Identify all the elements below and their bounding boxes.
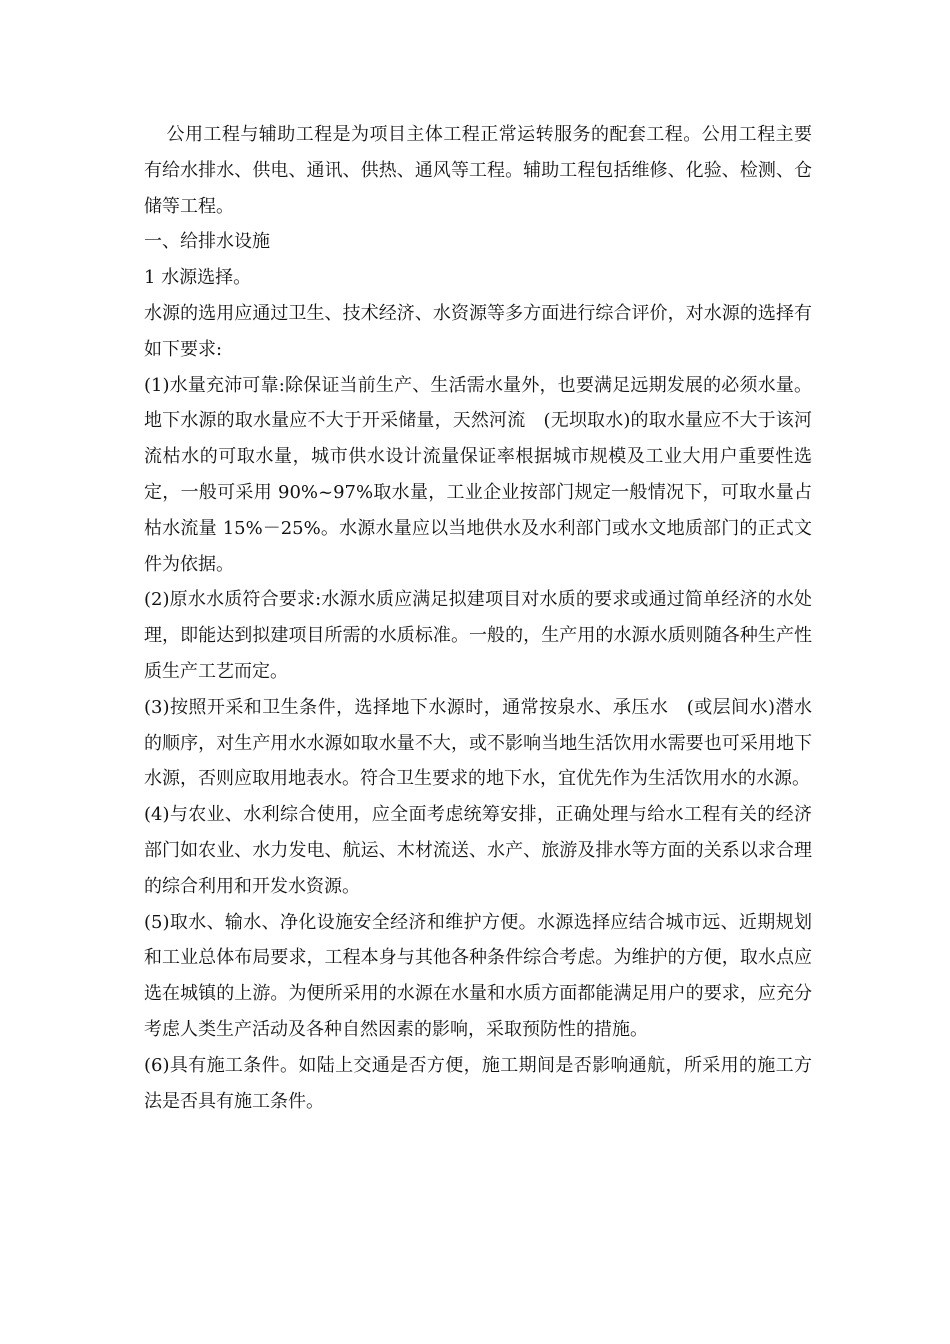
requirement-item-2: (2)原水水质符合要求:水源水质应满足拟建项目对水质的要求或通过简单经济的水处理，即能达到拟建项目所需的水质标准。一般的，生产用的水源水质则随各种生产性质生产工艺而定。 — [144, 589, 812, 682]
subsection-heading-water-source: 1 水源选择。 — [144, 267, 252, 289]
requirement-item-5: (5)取水、输水、净化设施安全经济和维护方便。水源选择应结合城市远、近期规划和工业总体布局要求，工程本身与其他各种条件综合考虑。为维护的方便，取水点应选在城镇的上游。为便所采用的水源在水量和水质方面都能满足用户的要求，应充分考虑人类生产活动及各种自然因素的影响，采取预防性的措施。 — [144, 911, 812, 1040]
section-heading-water-supply: 一、给排水设施 — [144, 231, 270, 253]
intro-paragraph: 公用工程与辅助工程是为项目主体工程正常运转服务的配套工程。公用工程主要有给水排水、供电、通讯、供热、通风等工程。辅助工程包括维修、化验、检测、仓储等工程。 — [144, 124, 812, 217]
document-body — [144, 117, 812, 1119]
requirement-item-3: (3)按照开采和卫生条件，选择地下水源时，通常按泉水、承压水 (或层间水)潜水的顺序，对生产用水水源如取水量不大，或不影响当地生活饮用水需要也可采用地下水源，否则应取用地表水。符合卫生要求的地下水，宜优先作为生活饮用水的水源。 — [144, 696, 812, 790]
requirement-item-4: (4)与农业、水利综合使用，应全面考虑统筹安排，正确处理与给水工程有关的经济部门如农业、水力发电、航运、木材流送、水产、旅游及排水等方面的关系以求合理的综合利用和开发水资源。 — [144, 804, 812, 897]
requirement-item-1: (1)水量充沛可靠:除保证当前生产、生活需水量外，也要满足远期发展的必须水量。地下水源的取水量应不大于开采储量，天然河流 (无坝取水)的取水量应不大于该河流枯水的可取水量，城市供水设计流量保证率根据城市规模及工业大用户重要性选定，一般可采用 90%~97%取水量，工业企业按部门规定一般情况下，可取水量占枯水流量 15%－25%。水源水量应以当地供水及水利部门或水文地质部门的正式文件为依据。 — [144, 374, 812, 575]
requirement-item-6: (6)具有施工条件。如陆上交通是否方便，施工期间是否影响通航，所采用的施工方法是否具有施工条件。 — [144, 1054, 812, 1112]
water-source-requirements-paragraph: 水源的选用应通过卫生、技术经济、水资源等多方面进行综合评价，对水源的选择有如下要求: — [144, 302, 812, 360]
